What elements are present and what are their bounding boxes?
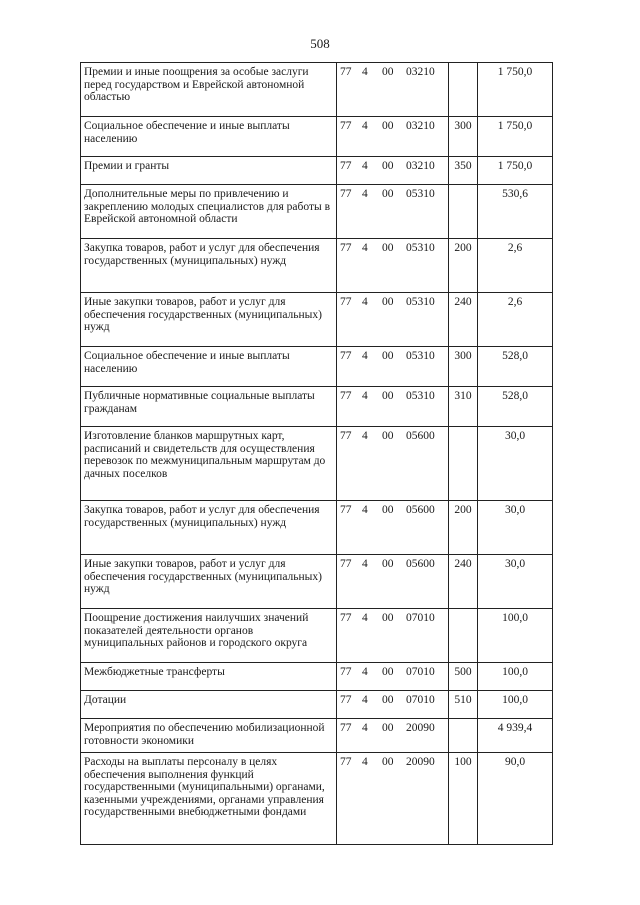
code-part-4: 03210 xyxy=(406,120,435,132)
code-part-2: 4 xyxy=(362,666,368,678)
row-expense-type xyxy=(449,609,478,663)
code-part-2: 4 xyxy=(362,390,368,402)
table-row xyxy=(81,609,553,663)
row-name: Иные закупки товаров, работ и услуг для обеспечения государственных (муниципальных) нужд xyxy=(81,555,337,609)
code-part-1: 77 xyxy=(340,188,352,200)
table-row xyxy=(81,185,553,239)
row-name: Изготовление бланков маршрутных карт, расписаний и свидетельств для осуществления перевозок по межмуниципальным маршрутам до дачных поселков xyxy=(81,427,337,501)
row-name: Дополнительные меры по привлечению и закреплению молодых специалистов для работы в Еврейской автономной области xyxy=(81,185,337,239)
code-part-3: 00 xyxy=(382,430,394,442)
row-amount: 1 750,0 xyxy=(478,117,553,157)
row-amount: 30,0 xyxy=(478,555,553,609)
code-part-3: 00 xyxy=(382,188,394,200)
code-part-1: 77 xyxy=(340,722,352,734)
code-part-4: 05600 xyxy=(406,504,435,516)
code-part-4: 07010 xyxy=(406,666,435,678)
row-expense-type: 510 xyxy=(449,691,478,719)
row-amount: 1 750,0 xyxy=(478,157,553,185)
code-part-4: 20090 xyxy=(406,756,435,768)
code-part-3: 00 xyxy=(382,756,394,768)
code-part-3: 00 xyxy=(382,666,394,678)
row-expense-type: 100 xyxy=(449,753,478,845)
code-part-2: 4 xyxy=(362,120,368,132)
code-part-4: 03210 xyxy=(406,160,435,172)
row-name: Дотации xyxy=(81,691,337,719)
row-target-code xyxy=(337,157,449,185)
row-amount: 1 750,0 xyxy=(478,63,553,117)
code-part-1: 77 xyxy=(340,242,352,254)
code-part-1: 77 xyxy=(340,694,352,706)
code-part-1: 77 xyxy=(340,120,352,132)
row-expense-type xyxy=(449,719,478,753)
code-part-3: 00 xyxy=(382,694,394,706)
row-target-code xyxy=(337,239,449,293)
row-amount: 528,0 xyxy=(478,347,553,387)
table-row xyxy=(81,501,553,555)
code-part-3: 00 xyxy=(382,350,394,362)
row-expense-type: 500 xyxy=(449,663,478,691)
row-target-code xyxy=(337,63,449,117)
code-part-1: 77 xyxy=(340,756,352,768)
row-expense-type: 300 xyxy=(449,347,478,387)
budget-table-body xyxy=(81,63,553,845)
code-part-3: 00 xyxy=(382,120,394,132)
code-part-3: 00 xyxy=(382,612,394,624)
row-name: Межбюджетные трансферты xyxy=(81,663,337,691)
code-part-2: 4 xyxy=(362,558,368,570)
row-expense-type: 310 xyxy=(449,387,478,427)
code-part-4: 05600 xyxy=(406,558,435,570)
row-expense-type: 200 xyxy=(449,501,478,555)
code-part-2: 4 xyxy=(362,694,368,706)
code-part-2: 4 xyxy=(362,504,368,516)
row-target-code xyxy=(337,691,449,719)
row-expense-type xyxy=(449,427,478,501)
table-row xyxy=(81,427,553,501)
row-target-code xyxy=(337,753,449,845)
row-name: Мероприятия по обеспечению мобилизационной готовности экономики xyxy=(81,719,337,753)
code-part-2: 4 xyxy=(362,756,368,768)
row-amount: 528,0 xyxy=(478,387,553,427)
code-part-4: 05310 xyxy=(406,350,435,362)
row-target-code xyxy=(337,293,449,347)
code-part-4: 20090 xyxy=(406,722,435,734)
row-name: Расходы на выплаты персоналу в целях обеспечения выполнения функций государственными (муниципальными) органами, казенными учреждениями, органами управления государственными внебюджетными фондами xyxy=(81,753,337,845)
table-row xyxy=(81,753,553,845)
code-part-3: 00 xyxy=(382,504,394,516)
code-part-3: 00 xyxy=(382,558,394,570)
code-part-4: 05310 xyxy=(406,296,435,308)
code-part-4: 03210 xyxy=(406,66,435,78)
table-row xyxy=(81,387,553,427)
code-part-1: 77 xyxy=(340,504,352,516)
row-amount: 90,0 xyxy=(478,753,553,845)
code-part-1: 77 xyxy=(340,666,352,678)
code-part-4: 05310 xyxy=(406,188,435,200)
table-row xyxy=(81,157,553,185)
code-part-4: 07010 xyxy=(406,612,435,624)
table-row xyxy=(81,117,553,157)
row-name: Публичные нормативные социальные выплаты гражданам xyxy=(81,387,337,427)
row-expense-type: 240 xyxy=(449,555,478,609)
budget-table xyxy=(80,62,553,845)
code-part-1: 77 xyxy=(340,350,352,362)
table-row xyxy=(81,63,553,117)
row-target-code xyxy=(337,347,449,387)
code-part-2: 4 xyxy=(362,350,368,362)
code-part-2: 4 xyxy=(362,612,368,624)
code-part-1: 77 xyxy=(340,558,352,570)
row-target-code xyxy=(337,387,449,427)
code-part-4: 07010 xyxy=(406,694,435,706)
code-part-2: 4 xyxy=(362,160,368,172)
code-part-1: 77 xyxy=(340,390,352,402)
code-part-3: 00 xyxy=(382,66,394,78)
code-part-3: 00 xyxy=(382,296,394,308)
code-part-2: 4 xyxy=(362,430,368,442)
code-part-1: 77 xyxy=(340,296,352,308)
row-target-code xyxy=(337,501,449,555)
row-name: Социальное обеспечение и иные выплаты населению xyxy=(81,347,337,387)
row-target-code xyxy=(337,663,449,691)
code-part-4: 05310 xyxy=(406,242,435,254)
row-name: Премии и иные поощрения за особые заслуги перед государством и Еврейской автономной областью xyxy=(81,63,337,117)
code-part-3: 00 xyxy=(382,242,394,254)
code-part-4: 05310 xyxy=(406,390,435,402)
row-amount: 530,6 xyxy=(478,185,553,239)
code-part-1: 77 xyxy=(340,160,352,172)
code-part-2: 4 xyxy=(362,188,368,200)
row-expense-type: 350 xyxy=(449,157,478,185)
row-amount: 30,0 xyxy=(478,427,553,501)
row-name: Иные закупки товаров, работ и услуг для обеспечения государственных (муниципальных) нужд xyxy=(81,293,337,347)
table-row xyxy=(81,719,553,753)
code-part-1: 77 xyxy=(340,430,352,442)
row-amount: 2,6 xyxy=(478,293,553,347)
table-row xyxy=(81,691,553,719)
row-target-code xyxy=(337,117,449,157)
row-target-code xyxy=(337,555,449,609)
row-target-code xyxy=(337,719,449,753)
row-name: Социальное обеспечение и иные выплаты населению xyxy=(81,117,337,157)
code-part-2: 4 xyxy=(362,66,368,78)
row-amount: 100,0 xyxy=(478,663,553,691)
row-amount: 4 939,4 xyxy=(478,719,553,753)
code-part-1: 77 xyxy=(340,612,352,624)
row-expense-type xyxy=(449,185,478,239)
code-part-2: 4 xyxy=(362,296,368,308)
code-part-2: 4 xyxy=(362,722,368,734)
row-expense-type: 300 xyxy=(449,117,478,157)
row-amount: 100,0 xyxy=(478,691,553,719)
page-number: 508 xyxy=(310,36,330,51)
code-part-3: 00 xyxy=(382,722,394,734)
code-part-3: 00 xyxy=(382,160,394,172)
row-amount: 100,0 xyxy=(478,609,553,663)
code-part-4: 05600 xyxy=(406,430,435,442)
table-row xyxy=(81,555,553,609)
row-name: Премии и гранты xyxy=(81,157,337,185)
code-part-1: 77 xyxy=(340,66,352,78)
table-row xyxy=(81,293,553,347)
row-expense-type xyxy=(449,63,478,117)
row-name: Поощрение достижения наилучших значений показателей деятельности органов муниципальных районов и городского округа xyxy=(81,609,337,663)
row-amount: 2,6 xyxy=(478,239,553,293)
row-name: Закупка товаров, работ и услуг для обеспечения государственных (муниципальных) нужд xyxy=(81,501,337,555)
table-row xyxy=(81,239,553,293)
code-part-2: 4 xyxy=(362,242,368,254)
row-expense-type: 240 xyxy=(449,293,478,347)
row-target-code xyxy=(337,185,449,239)
table-row xyxy=(81,347,553,387)
row-target-code xyxy=(337,427,449,501)
row-target-code xyxy=(337,609,449,663)
row-name: Закупка товаров, работ и услуг для обеспечения государственных (муниципальных) нужд xyxy=(81,239,337,293)
row-expense-type: 200 xyxy=(449,239,478,293)
table-row xyxy=(81,663,553,691)
row-amount: 30,0 xyxy=(478,501,553,555)
code-part-3: 00 xyxy=(382,390,394,402)
